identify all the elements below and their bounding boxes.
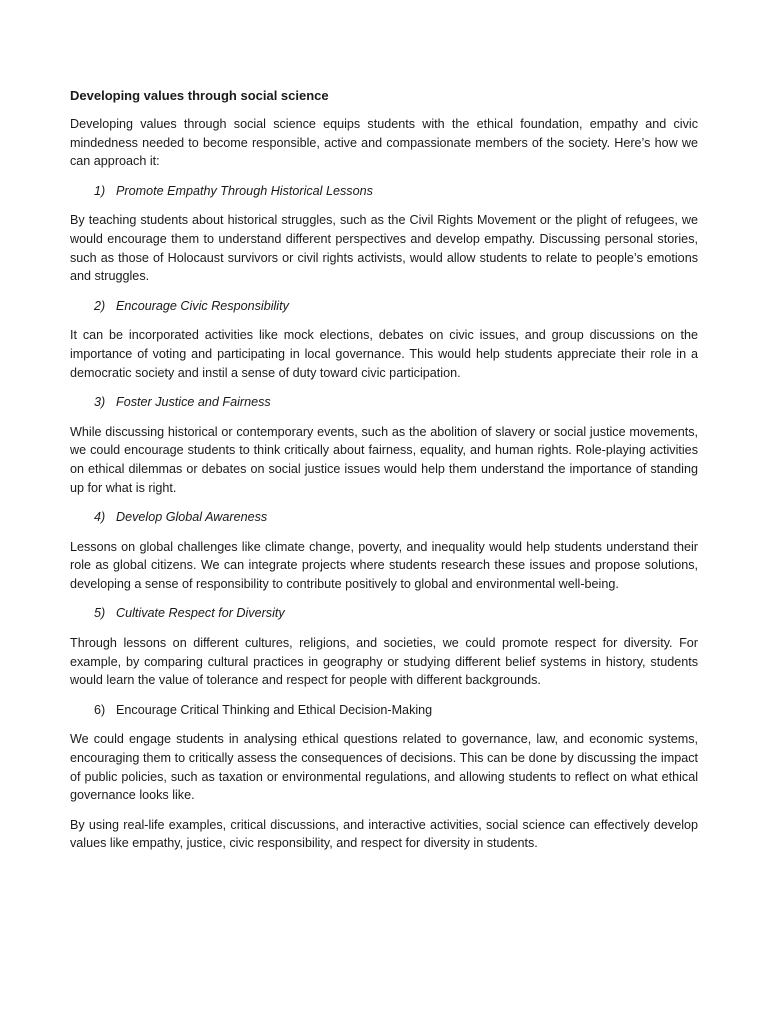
section-number: 3) — [94, 395, 106, 410]
section-heading-4 — [70, 508, 698, 527]
section-number: 6) — [94, 702, 106, 717]
section-heading-text: Encourage Civic Responsibility — [116, 298, 289, 313]
section-heading-text: Encourage Critical Thinking and Ethical Decision-Making — [116, 702, 433, 717]
section-heading-6 — [70, 701, 698, 720]
section-body-3: While discussing historical or contemporary events, such as the abolition of slavery or social justice movements, we could encourage students to think critically about fairness, equality, and human rights. Role-playing activities on ethical dilemmas or debates on social justice issues would help them understand the importance of standing up for what is right. — [70, 424, 698, 495]
section-number: 5) — [94, 606, 106, 621]
section-heading-text: Foster Justice and Fairness — [116, 395, 271, 410]
section-heading-text: Promote Empathy Through Historical Lessons — [116, 183, 373, 198]
section-heading-3 — [70, 393, 698, 412]
section-body-4: Lessons on global challenges like climate change, poverty, and inequality would help students understand their role as global citizens. We can integrate projects where students research these issues and propose solutions, developing a sense of responsibility to contribute positively to global and environmental well-being. — [70, 539, 698, 591]
section-number: 1) — [94, 183, 106, 198]
section-body-5: Through lessons on different cultures, religions, and societies, we could promote respect for diversity. For example, by comparing cultural practices in geography or studying different belief systems in history, students would learn the value of tolerance and respect for people with different backgrounds. — [70, 636, 698, 688]
section-heading-2 — [70, 297, 698, 316]
section-heading-text: Cultivate Respect for Diversity — [116, 606, 285, 621]
section-heading-text: Develop Global Awareness — [116, 510, 268, 525]
section-body-1: By teaching students about historical struggles, such as the Civil Rights Movement or the plight of refugees, we would encourage them to understand different perspectives and develop empathy. Discussing personal stories, such as those of Holocaust survivors or civil rights activists, would allow students to relate to people’s emotions and struggles. — [70, 213, 698, 284]
intro-paragraph: Developing values through social science equips students with the ethical foundation, empathy and civic mindedness needed to become responsible, active and compassionate members of the society. Here’s how we can approach it: — [70, 117, 698, 169]
conclusion-paragraph: By using real-life examples, critical discussions, and interactive activities, social science can effectively develop values like empathy, justice, civic responsibility, and respect for diversity in students. — [70, 817, 698, 851]
section-number: 2) — [94, 298, 106, 313]
section-heading-1 — [70, 182, 698, 201]
section-body-2: It can be incorporated activities like mock elections, debates on civic issues, and group discussions on the importance of voting and participating in local governance. This would help students appreciate their role in a democratic society and instil a sense of duty toward civic participation. — [70, 328, 698, 380]
document-title: Developing values through social science — [70, 88, 329, 103]
section-heading-5 — [70, 604, 698, 623]
section-body-6: We could engage students in analysing ethical questions related to governance, law, and economic systems, encouraging them to critically assess the consequences of decisions. This can be done by discussing the impact of public policies, such as taxation or environmental regulations, and allowing students to reflect on what ethical governance looks like. — [70, 732, 698, 803]
section-number: 4) — [94, 510, 106, 525]
